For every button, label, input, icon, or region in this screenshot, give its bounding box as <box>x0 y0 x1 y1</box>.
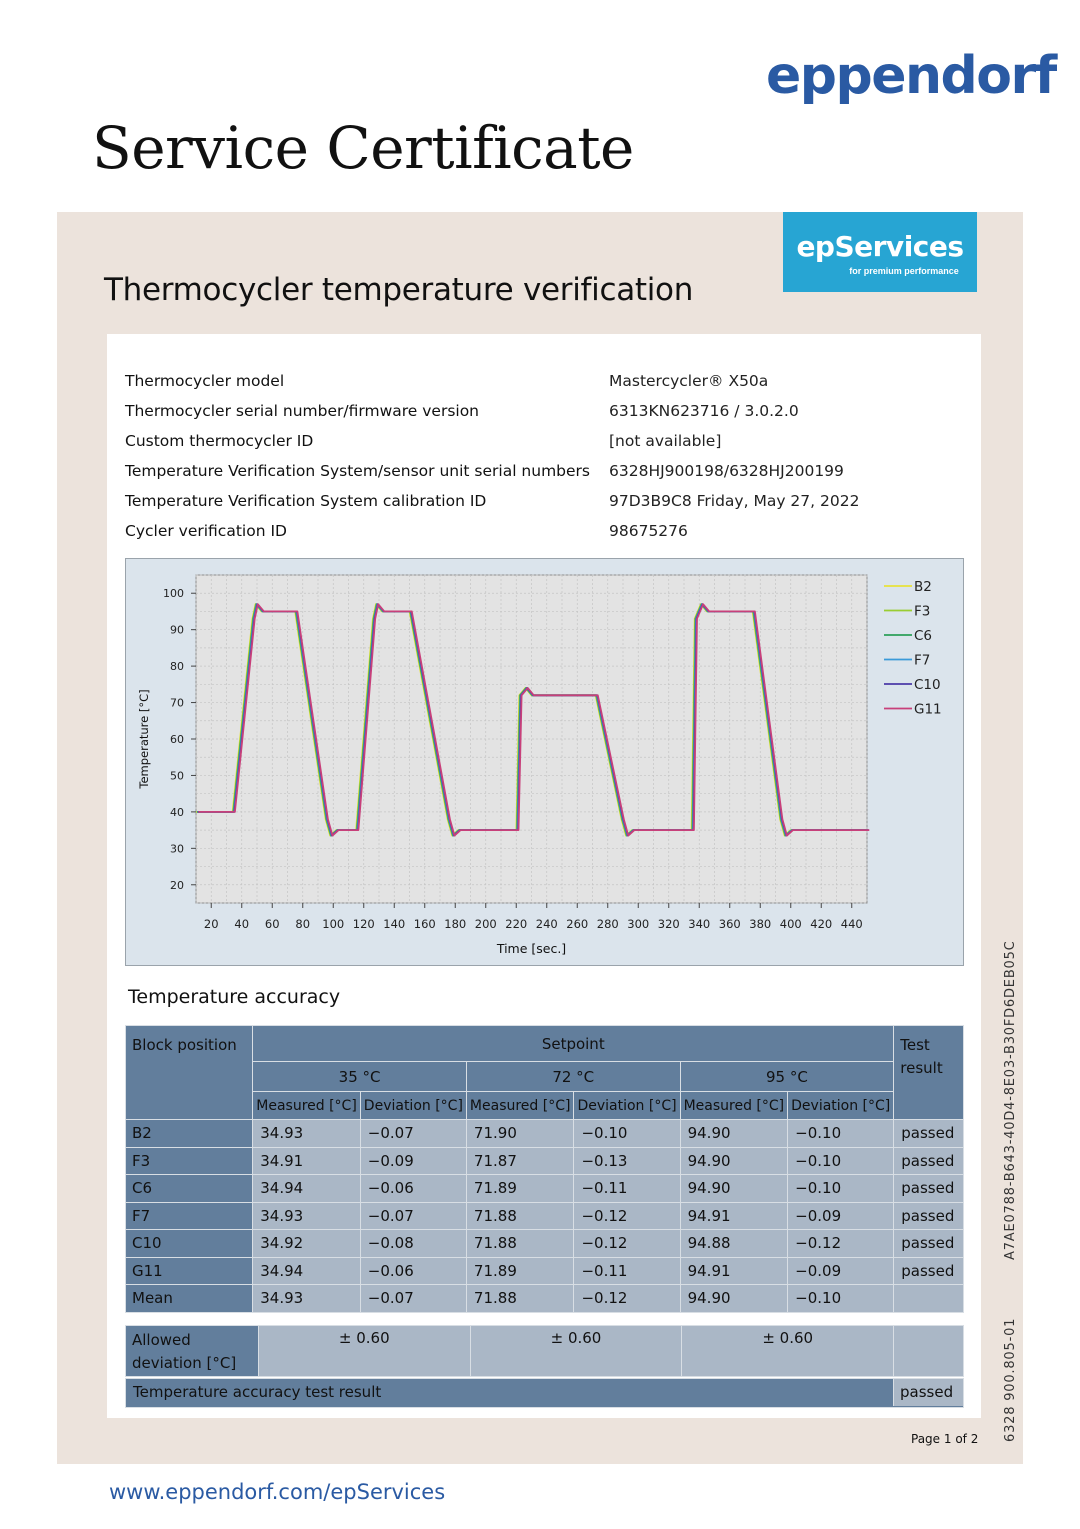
section-title: Thermocycler temperature verification <box>104 272 694 308</box>
table-row <box>126 1230 964 1258</box>
y-tick-label: 50 <box>170 769 184 783</box>
allowed-deviation-value: ± 0.60 <box>258 1326 470 1377</box>
deviation-cell: −0.12 <box>574 1285 680 1313</box>
x-tick-label: 120 <box>352 917 375 931</box>
test-result-cell: passed <box>894 1202 964 1230</box>
overall-result-label: Temperature accuracy test result <box>133 1383 382 1401</box>
eppendorf-logo: eppendorf <box>766 46 1056 106</box>
block-position-cell: C6 <box>126 1175 253 1203</box>
deviation-cell: −0.13 <box>574 1147 680 1175</box>
setpoint-35: 35 °C <box>253 1062 467 1092</box>
test-result-cell: passed <box>894 1257 964 1285</box>
setpoint-72: 72 °C <box>466 1062 680 1092</box>
document-id-vertical: A7AE0788-B643-40D4-8E03-B30FD6DEB05C <box>1003 940 1018 1260</box>
info-value: 6328HJ900198/6328HJ200199 <box>609 462 844 480</box>
x-tick-label: 100 <box>322 917 345 931</box>
allowed-deviation-label: Allowed deviation [°C] <box>126 1326 259 1377</box>
footer-link[interactable]: www.eppendorf.com/epServices <box>109 1480 446 1504</box>
deviation-cell: −0.11 <box>574 1257 680 1285</box>
deviation-cell: −0.12 <box>574 1230 680 1258</box>
page-number: Page 1 of 2 <box>911 1432 979 1446</box>
temperature-chart <box>125 558 964 966</box>
temperature-chart-svg <box>126 559 962 964</box>
deviation-cell: −0.09 <box>360 1147 466 1175</box>
measured-cell: 71.88 <box>466 1230 574 1258</box>
deviation-cell: −0.07 <box>360 1285 466 1313</box>
info-label: Cycler verification ID <box>125 522 287 540</box>
info-label: Custom thermocycler ID <box>125 432 314 450</box>
info-label: Temperature Verification System calibration ID <box>125 492 487 510</box>
x-tick-label: 60 <box>264 917 280 931</box>
setpoint-95: 95 °C <box>680 1062 894 1092</box>
accuracy-title: Temperature accuracy <box>128 986 341 1008</box>
block-position-cell: C10 <box>126 1230 253 1258</box>
block-position-cell: F3 <box>126 1147 253 1175</box>
y-tick-label: 100 <box>163 587 184 601</box>
test-result-cell: passed <box>894 1120 964 1148</box>
info-value: 6313KN623716 / 3.0.2.0 <box>609 402 799 420</box>
x-tick-label: 20 <box>203 917 219 931</box>
table-row <box>126 1120 964 1148</box>
table-row <box>126 1147 964 1175</box>
block-position-header: Block position <box>126 1026 253 1120</box>
legend-label: F3 <box>914 603 931 620</box>
x-tick-label: 420 <box>810 917 833 931</box>
deviation-cell: −0.09 <box>788 1257 894 1285</box>
measured-cell: 71.89 <box>466 1257 574 1285</box>
info-label: Thermocycler model <box>125 372 285 390</box>
measured-cell: 94.90 <box>680 1175 788 1203</box>
measured-cell: 71.88 <box>466 1202 574 1230</box>
setpoint-header: Setpoint <box>253 1026 894 1062</box>
x-tick-label: 240 <box>535 917 558 931</box>
info-value: [not available] <box>609 432 722 450</box>
overall-result-bar <box>125 1378 964 1408</box>
measured-cell: 34.92 <box>253 1230 361 1258</box>
x-tick-label: 380 <box>749 917 772 931</box>
y-tick-label: 80 <box>170 660 184 674</box>
legend-label: F7 <box>914 652 931 669</box>
y-tick-label: 90 <box>170 623 184 637</box>
x-tick-label: 320 <box>657 917 680 931</box>
legend-label: G11 <box>914 701 942 718</box>
info-value: 98675276 <box>609 522 688 540</box>
page-title: Service Certificate <box>92 114 634 182</box>
block-position-cell: G11 <box>126 1257 253 1285</box>
x-tick-label: 400 <box>779 917 802 931</box>
overall-result-value: passed <box>893 1379 963 1406</box>
measured-cell: 34.94 <box>253 1175 361 1203</box>
measured-cell: 94.90 <box>680 1120 788 1148</box>
table-row <box>126 1175 964 1203</box>
measured-cell: 94.88 <box>680 1230 788 1258</box>
measured-cell: 34.94 <box>253 1257 361 1285</box>
measured-cell: 34.93 <box>253 1285 361 1313</box>
legend-label: C6 <box>914 628 933 644</box>
y-axis-label: Temperature [°C] <box>137 689 151 789</box>
allowed-empty-cell <box>894 1326 964 1377</box>
deviation-header: Deviation [°C] <box>574 1092 680 1120</box>
x-tick-label: 180 <box>444 917 467 931</box>
deviation-cell: −0.12 <box>788 1230 894 1258</box>
allowed-deviation-value: ± 0.60 <box>682 1326 894 1377</box>
table-row <box>126 1202 964 1230</box>
deviation-cell: −0.10 <box>788 1175 894 1203</box>
epservices-badge <box>783 212 977 292</box>
deviation-cell: −0.08 <box>360 1230 466 1258</box>
x-tick-label: 40 <box>234 917 250 931</box>
measured-cell: 94.91 <box>680 1202 788 1230</box>
measured-cell: 94.90 <box>680 1285 788 1313</box>
test-result-cell: passed <box>894 1175 964 1203</box>
test-result-cell <box>894 1285 964 1313</box>
deviation-cell: −0.09 <box>788 1202 894 1230</box>
measured-cell: 94.91 <box>680 1257 788 1285</box>
deviation-cell: −0.10 <box>788 1285 894 1313</box>
deviation-cell: −0.10 <box>788 1120 894 1148</box>
allowed-deviation-value: ± 0.60 <box>470 1326 682 1377</box>
y-tick-label: 30 <box>170 842 184 856</box>
legend-label: B2 <box>914 579 932 595</box>
x-tick-label: 160 <box>413 917 436 931</box>
x-axis-label: Time [sec.] <box>496 941 567 956</box>
deviation-cell: −0.07 <box>360 1202 466 1230</box>
accuracy-table <box>125 1025 964 1313</box>
test-result-header: Test result <box>894 1026 964 1120</box>
block-position-cell: B2 <box>126 1120 253 1148</box>
block-position-cell: F7 <box>126 1202 253 1230</box>
x-tick-label: 140 <box>383 917 406 931</box>
x-tick-label: 280 <box>596 917 619 931</box>
x-tick-label: 220 <box>505 917 528 931</box>
x-tick-label: 360 <box>718 917 741 931</box>
deviation-cell: −0.11 <box>574 1175 680 1203</box>
measured-cell: 34.93 <box>253 1120 361 1148</box>
block-position-cell: Mean <box>126 1285 253 1313</box>
measured-header: Measured [°C] <box>466 1092 574 1120</box>
info-value: 97D3B9C8 Friday, May 27, 2022 <box>609 492 860 510</box>
measured-cell: 71.89 <box>466 1175 574 1203</box>
measured-header: Measured [°C] <box>680 1092 788 1120</box>
info-label: Thermocycler serial number/firmware version <box>125 402 480 420</box>
x-tick-label: 340 <box>688 917 711 931</box>
test-result-cell: passed <box>894 1230 964 1258</box>
deviation-header: Deviation [°C] <box>360 1092 466 1120</box>
deviation-cell: −0.06 <box>360 1175 466 1203</box>
allowed-deviation-table <box>125 1325 964 1377</box>
info-value: Mastercycler® X50a <box>609 372 769 390</box>
measured-header: Measured [°C] <box>253 1092 361 1120</box>
x-tick-label: 260 <box>566 917 589 931</box>
measured-cell: 94.90 <box>680 1147 788 1175</box>
x-tick-label: 80 <box>295 917 311 931</box>
deviation-cell: −0.07 <box>360 1120 466 1148</box>
deviation-header: Deviation [°C] <box>788 1092 894 1120</box>
badge-sub-text: for premium performance <box>849 266 959 276</box>
y-tick-label: 70 <box>170 696 184 710</box>
x-tick-label: 200 <box>474 917 497 931</box>
measured-cell: 34.91 <box>253 1147 361 1175</box>
y-tick-label: 60 <box>170 733 184 746</box>
measured-cell: 71.87 <box>466 1147 574 1175</box>
badge-main-text: epServices <box>796 230 964 263</box>
legend-label: C10 <box>914 677 941 693</box>
deviation-cell: −0.12 <box>574 1202 680 1230</box>
measured-cell: 71.88 <box>466 1285 574 1313</box>
deviation-cell: −0.10 <box>788 1147 894 1175</box>
table-row <box>126 1285 964 1313</box>
x-tick-label: 300 <box>627 917 650 931</box>
document-code-vertical: 6328 900.805-01 <box>1003 1317 1018 1442</box>
table-row <box>126 1257 964 1285</box>
test-result-cell: passed <box>894 1147 964 1175</box>
deviation-cell: −0.10 <box>574 1120 680 1148</box>
y-tick-label: 20 <box>170 878 184 892</box>
x-tick-label: 440 <box>840 917 863 931</box>
deviation-cell: −0.06 <box>360 1257 466 1285</box>
measured-cell: 34.93 <box>253 1202 361 1230</box>
info-label: Temperature Verification System/sensor unit serial numbers <box>125 462 590 480</box>
measured-cell: 71.90 <box>466 1120 574 1148</box>
y-tick-label: 40 <box>170 805 184 819</box>
